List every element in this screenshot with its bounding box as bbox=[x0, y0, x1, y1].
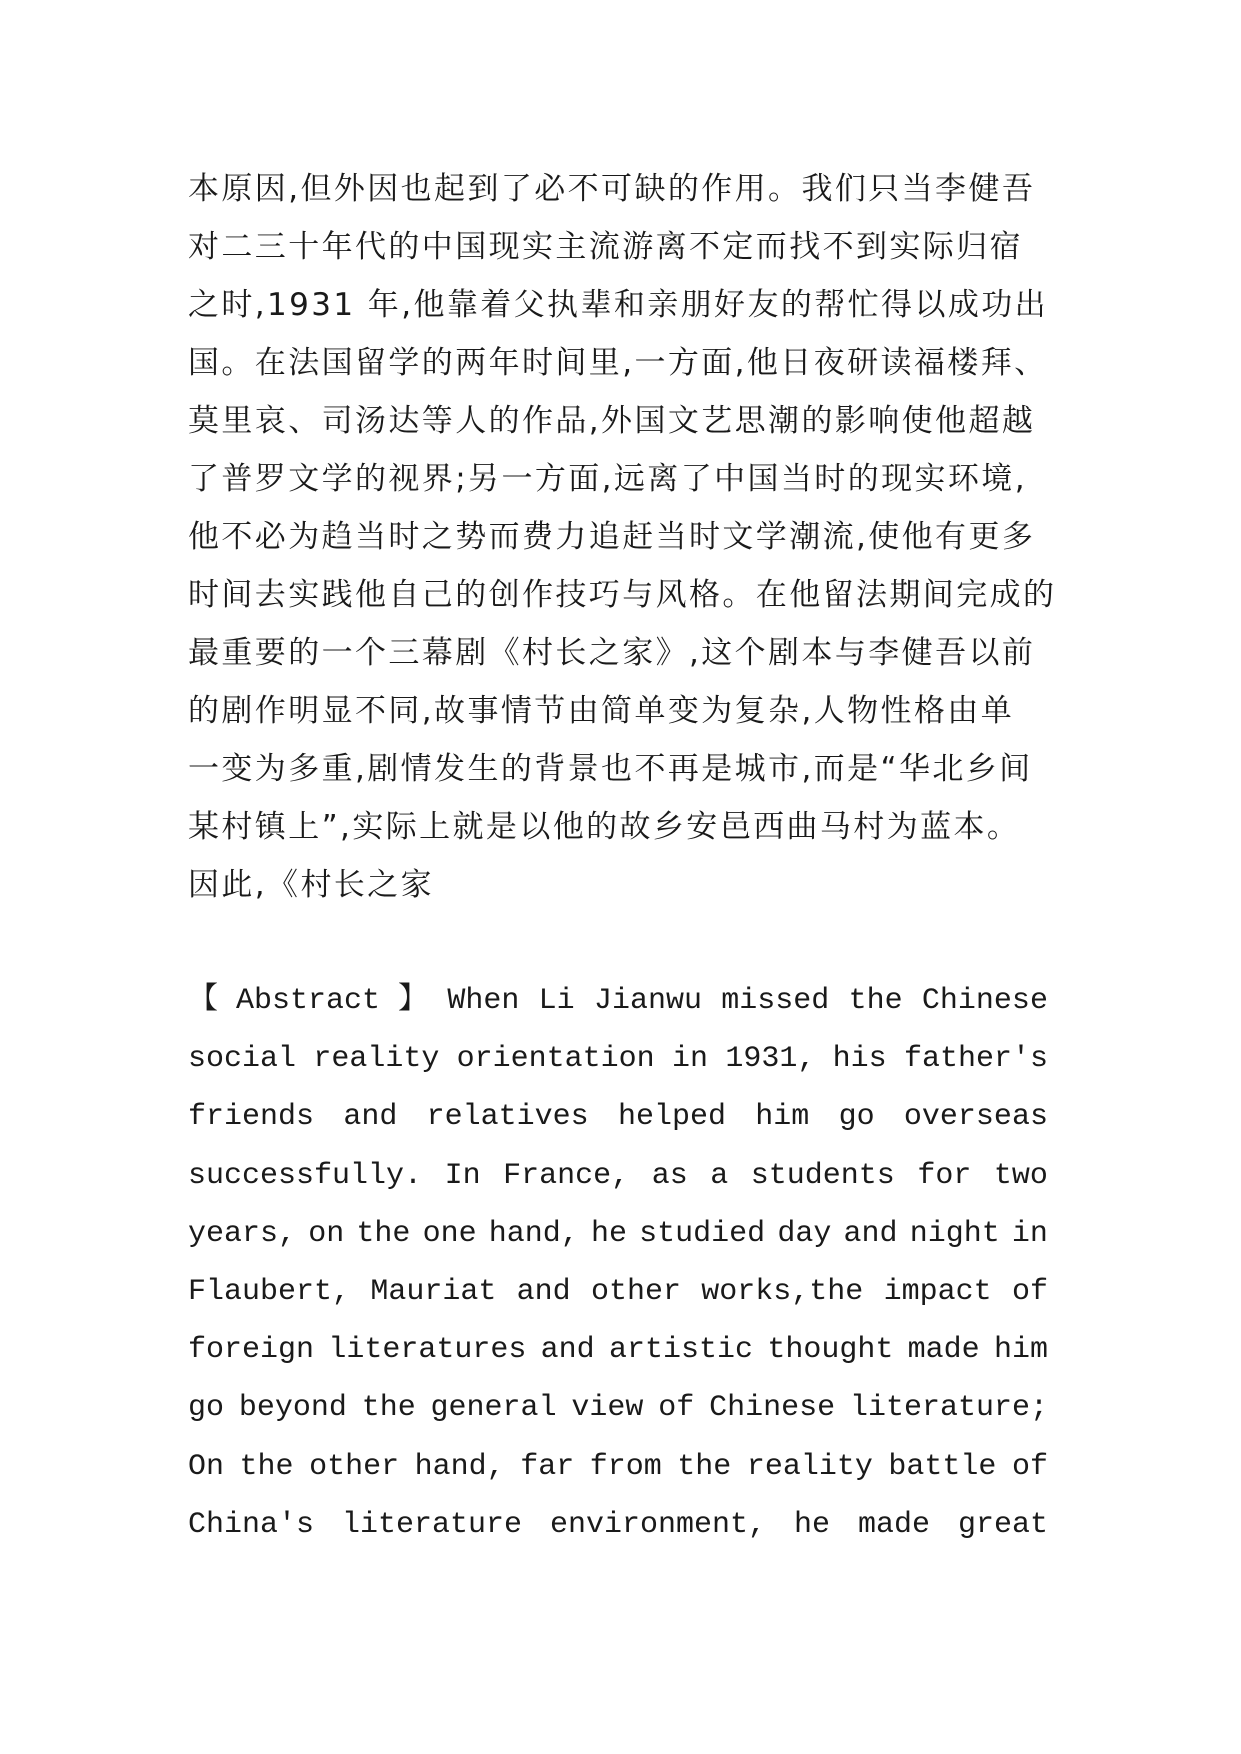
abstract-line bbox=[188, 1263, 1048, 1321]
abstract-word: as bbox=[651, 1158, 688, 1193]
abstract-word: and bbox=[343, 1100, 398, 1135]
abstract-word: day bbox=[777, 1216, 832, 1251]
chinese-paragraph bbox=[188, 160, 1068, 914]
abstract-word: far bbox=[520, 1449, 575, 1484]
abstract-word: artistic bbox=[608, 1333, 754, 1368]
abstract-word: works,the bbox=[701, 1274, 864, 1309]
abstract-word: Chinese bbox=[921, 984, 1048, 1018]
abstract-word: and bbox=[843, 1216, 898, 1251]
abstract-word: Jianwu bbox=[593, 984, 702, 1018]
abstract-word: the bbox=[239, 1449, 294, 1484]
abstract-word: the bbox=[848, 984, 903, 1018]
text-line: 本原因,但外因也起到了必不可缺的作用。我们只当李健吾 bbox=[188, 171, 1036, 207]
text-line: 莫里哀、司汤达等人的作品,外国文艺思潮的影响使他超越 bbox=[188, 403, 1036, 439]
abstract-word: relatives bbox=[426, 1100, 589, 1135]
abstract-line bbox=[188, 1205, 1048, 1263]
abstract-word: When bbox=[447, 984, 520, 1018]
text-line: 最重要的一个三幕剧《村长之家》,这个剧本与李健吾以前 bbox=[188, 635, 1036, 671]
abstract-word: Chinese bbox=[709, 1391, 836, 1426]
text-line: 了普罗文学的视界;另一方面,远离了中国当时的现实环境, bbox=[188, 461, 1027, 497]
abstract-line bbox=[188, 1030, 1048, 1088]
abstract-word: him bbox=[755, 1100, 810, 1135]
text-line: 他不必为趋当时之势而费力追赶当时文学潮流,使他有更多 bbox=[188, 519, 1036, 555]
abstract-word: helped bbox=[617, 1100, 726, 1135]
abstract-word: the bbox=[356, 1216, 411, 1251]
abstract-word: a bbox=[710, 1158, 729, 1193]
abstract-word: friends bbox=[188, 1100, 315, 1135]
abstract-word: in bbox=[672, 1042, 709, 1077]
abstract-word: impact bbox=[883, 1274, 992, 1309]
text-line: 一变为多重,剧情发生的背景也不再是城市,而是“华北乡间 bbox=[188, 751, 1033, 787]
text-line: 的剧作明显不同,故事情节由简单变为复杂,人物性格由单 bbox=[188, 693, 1015, 729]
abstract-word: father's bbox=[903, 1042, 1048, 1077]
text-line: 对二三十年代的中国现实主流游离不定而找不到实际归宿 bbox=[188, 229, 1023, 265]
abstract-word: 1931, bbox=[725, 1042, 816, 1077]
abstract-word: the bbox=[677, 1449, 732, 1484]
abstract-word: from bbox=[589, 1449, 662, 1484]
abstract-line bbox=[188, 1379, 1048, 1437]
abstract-word: reality bbox=[313, 1042, 440, 1077]
abstract-word: other bbox=[590, 1274, 681, 1309]
abstract-label: 【 Abstract 】 bbox=[188, 984, 429, 1018]
abstract-word: for bbox=[917, 1158, 972, 1193]
abstract-line bbox=[188, 972, 1048, 1030]
abstract-word: foreign bbox=[188, 1333, 315, 1368]
abstract-word: reality bbox=[746, 1449, 873, 1484]
abstract-word: literature bbox=[342, 1507, 523, 1542]
text-line: 国。在法国留学的两年时间里,一方面,他日夜研读福楼拜、 bbox=[188, 345, 1048, 381]
abstract-word: on bbox=[308, 1216, 345, 1251]
abstract-word: made bbox=[858, 1507, 931, 1542]
abstract-word: Mauriat bbox=[370, 1274, 497, 1309]
abstract-word: he bbox=[590, 1216, 627, 1251]
abstract-word: go bbox=[838, 1100, 875, 1135]
abstract-word: his bbox=[832, 1042, 887, 1077]
abstract-word: general bbox=[430, 1391, 557, 1426]
abstract-line bbox=[188, 1321, 1048, 1379]
abstract-line bbox=[188, 1147, 1048, 1205]
abstract-line bbox=[188, 1496, 1048, 1554]
text-line: 某村镇上”,实际上就是以他的故乡安邑西曲马村为蓝本。 bbox=[188, 809, 1021, 845]
abstract-word: view bbox=[571, 1391, 644, 1426]
abstract-word: environment, bbox=[550, 1507, 767, 1542]
abstract-word: literatures bbox=[328, 1333, 527, 1368]
text-line: 时间去实践他自己的创作技巧与风格。在他留法期间完成的 bbox=[188, 577, 1057, 613]
abstract-word: go bbox=[188, 1391, 225, 1426]
abstract-word: of bbox=[658, 1391, 695, 1426]
abstract-word: one bbox=[422, 1216, 477, 1251]
abstract-word: and bbox=[516, 1274, 571, 1309]
abstract-word: of bbox=[1011, 1274, 1048, 1309]
abstract-word: him bbox=[993, 1333, 1048, 1368]
abstract-word: made bbox=[907, 1333, 980, 1368]
abstract-word: other bbox=[309, 1449, 400, 1484]
abstract-word: in bbox=[1011, 1216, 1048, 1251]
abstract-word: hand, bbox=[488, 1216, 579, 1251]
abstract-word: Li bbox=[538, 984, 575, 1018]
abstract-word: social bbox=[188, 1042, 297, 1077]
abstract-word: hand, bbox=[414, 1449, 505, 1484]
abstract-word: and bbox=[540, 1333, 595, 1368]
abstract-word: studied bbox=[639, 1216, 766, 1251]
abstract-word: overseas bbox=[903, 1100, 1048, 1135]
abstract-word: orientation bbox=[456, 1042, 655, 1077]
abstract-word: students bbox=[750, 1158, 895, 1193]
abstract-word: night bbox=[909, 1216, 1000, 1251]
abstract-word: In bbox=[444, 1158, 481, 1193]
abstract-line bbox=[188, 1438, 1048, 1496]
abstract-word: China's bbox=[188, 1507, 315, 1542]
abstract-word: France, bbox=[503, 1158, 630, 1193]
abstract-word: successfully. bbox=[188, 1158, 423, 1193]
abstract-word: the bbox=[361, 1391, 416, 1426]
abstract-word: two bbox=[993, 1158, 1048, 1193]
english-abstract bbox=[188, 972, 1048, 1554]
abstract-word: thought bbox=[767, 1333, 894, 1368]
abstract-word: years, bbox=[188, 1216, 297, 1251]
abstract-word: missed bbox=[721, 984, 830, 1018]
text-line: 之时,1931 年,他靠着父执辈和亲朋好友的帮忙得以成功出 bbox=[188, 287, 1049, 323]
abstract-word: Flaubert, bbox=[188, 1274, 351, 1309]
abstract-word: battle bbox=[888, 1449, 997, 1484]
abstract-word: literature; bbox=[849, 1391, 1048, 1426]
abstract-word: beyond bbox=[238, 1391, 347, 1426]
abstract-word: On bbox=[188, 1449, 225, 1484]
abstract-word: of bbox=[1011, 1449, 1048, 1484]
abstract-line bbox=[188, 1088, 1048, 1146]
text-line: 因此,《村长之家 bbox=[188, 867, 435, 903]
abstract-word: he bbox=[794, 1507, 831, 1542]
abstract-word: great bbox=[957, 1507, 1048, 1542]
